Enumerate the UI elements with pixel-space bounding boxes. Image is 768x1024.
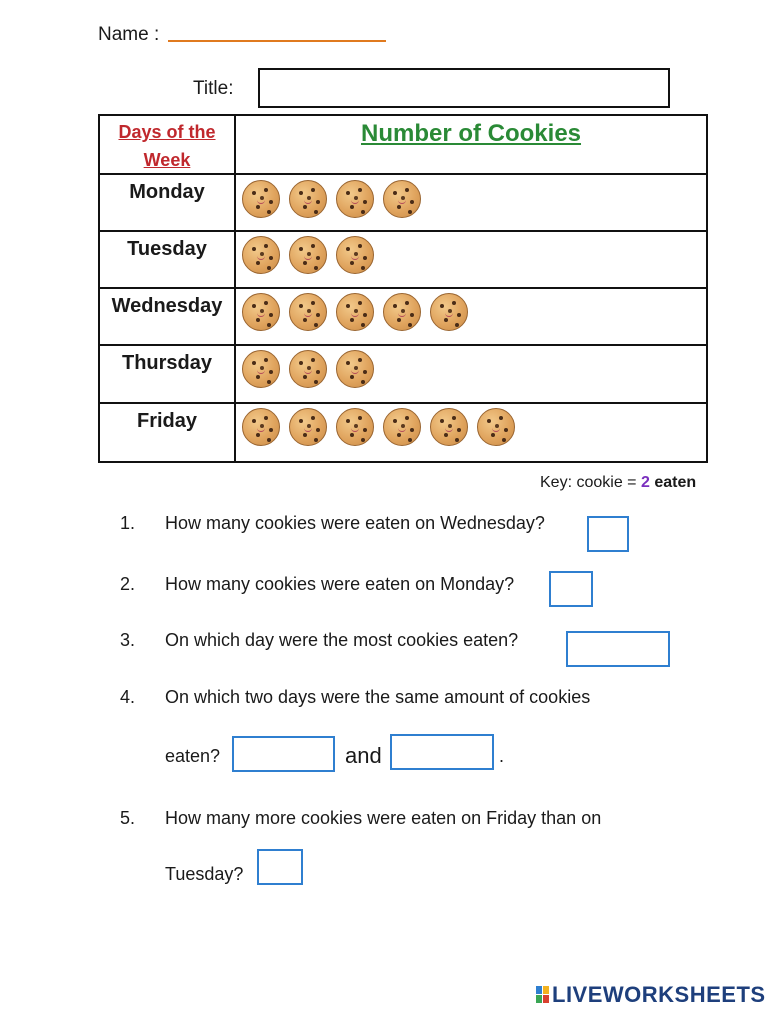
question-4-continuation: eaten?: [165, 746, 221, 766]
question-5-number: 5.: [120, 808, 136, 828]
days-of-week-header: Days of the Week: [118, 122, 216, 170]
cookie-icon: [336, 236, 374, 274]
question-5-text: How many more cookies were eaten on Friday than on: [165, 808, 602, 828]
question-2-number: 2.: [120, 574, 136, 594]
cookie-icon: [477, 408, 515, 446]
number-of-cookies-header: Number of Cookies: [360, 120, 582, 147]
cookie-icon: [242, 293, 280, 331]
question-3-answer-input[interactable]: [566, 631, 670, 667]
row-label-wednesday: Wednesday: [111, 295, 223, 317]
row-divider: [100, 402, 706, 404]
cookie-icon: [242, 350, 280, 388]
row-divider: [100, 230, 706, 232]
cookie-icon: [383, 408, 421, 446]
question-4-text: On which two days were the same amount of cookies: [165, 687, 591, 707]
liveworksheets-logo-text: LIVEWORKSHEETS: [552, 982, 766, 1007]
and-word: and: [345, 743, 382, 768]
key-suffix: eaten: [654, 474, 697, 491]
question-1-number: 1.: [120, 513, 136, 533]
question-2-text: How many cookies were eaten on Monday?: [165, 574, 515, 594]
question-3-text: On which day were the most cookies eaten?: [165, 630, 519, 650]
cookie-icon: [336, 293, 374, 331]
liveworksheets-logo[interactable]: [536, 982, 766, 1008]
cookie-icon: [289, 408, 327, 446]
cookie-icon: [336, 408, 374, 446]
row-label-monday: Monday: [129, 181, 205, 203]
cookie-icon: [242, 180, 280, 218]
question-1-answer-input[interactable]: [587, 516, 629, 552]
cookie-icon: [336, 350, 374, 388]
cookie-icon: [242, 236, 280, 274]
cookie-icon: [289, 236, 327, 274]
question-1-text: How many cookies were eaten on Wednesday?: [165, 513, 545, 533]
liveworksheets-logo-icon: [536, 986, 550, 1004]
row-label-tuesday: Tuesday: [127, 238, 207, 260]
cookie-icon: [289, 180, 327, 218]
cookie-icon: [430, 293, 468, 331]
cookie-icon: [383, 180, 421, 218]
key-prefix: Key: cookie =: [540, 474, 641, 491]
row-label-friday: Friday: [136, 410, 198, 432]
title-label: Title:: [193, 78, 234, 99]
cookie-icon: [383, 293, 421, 331]
name-label: Name :: [98, 24, 160, 45]
question-4-period: .: [499, 746, 505, 766]
question-5-answer-input[interactable]: [257, 849, 303, 885]
name-underline: [168, 40, 386, 42]
key-number: 2: [640, 474, 650, 491]
cookie-icon: [242, 408, 280, 446]
cookie-icon: [289, 293, 327, 331]
question-4-number: 4.: [120, 687, 136, 707]
cookie-icon: [336, 180, 374, 218]
row-divider: [100, 344, 706, 346]
cookie-icon: [289, 350, 327, 388]
row-divider: [100, 287, 706, 289]
cookie-icon: [430, 408, 468, 446]
title-input[interactable]: [258, 68, 670, 108]
question-3-number: 3.: [120, 630, 136, 650]
question-4-answer-a-input[interactable]: [232, 736, 335, 772]
question-2-answer-input[interactable]: [549, 571, 593, 607]
key-legend: [540, 474, 696, 492]
question-4-answer-b-input[interactable]: [390, 734, 494, 770]
question-5-continuation: Tuesday?: [165, 864, 244, 884]
pictograph-table: [98, 114, 708, 463]
row-label-thursday: Thursday: [121, 352, 213, 374]
